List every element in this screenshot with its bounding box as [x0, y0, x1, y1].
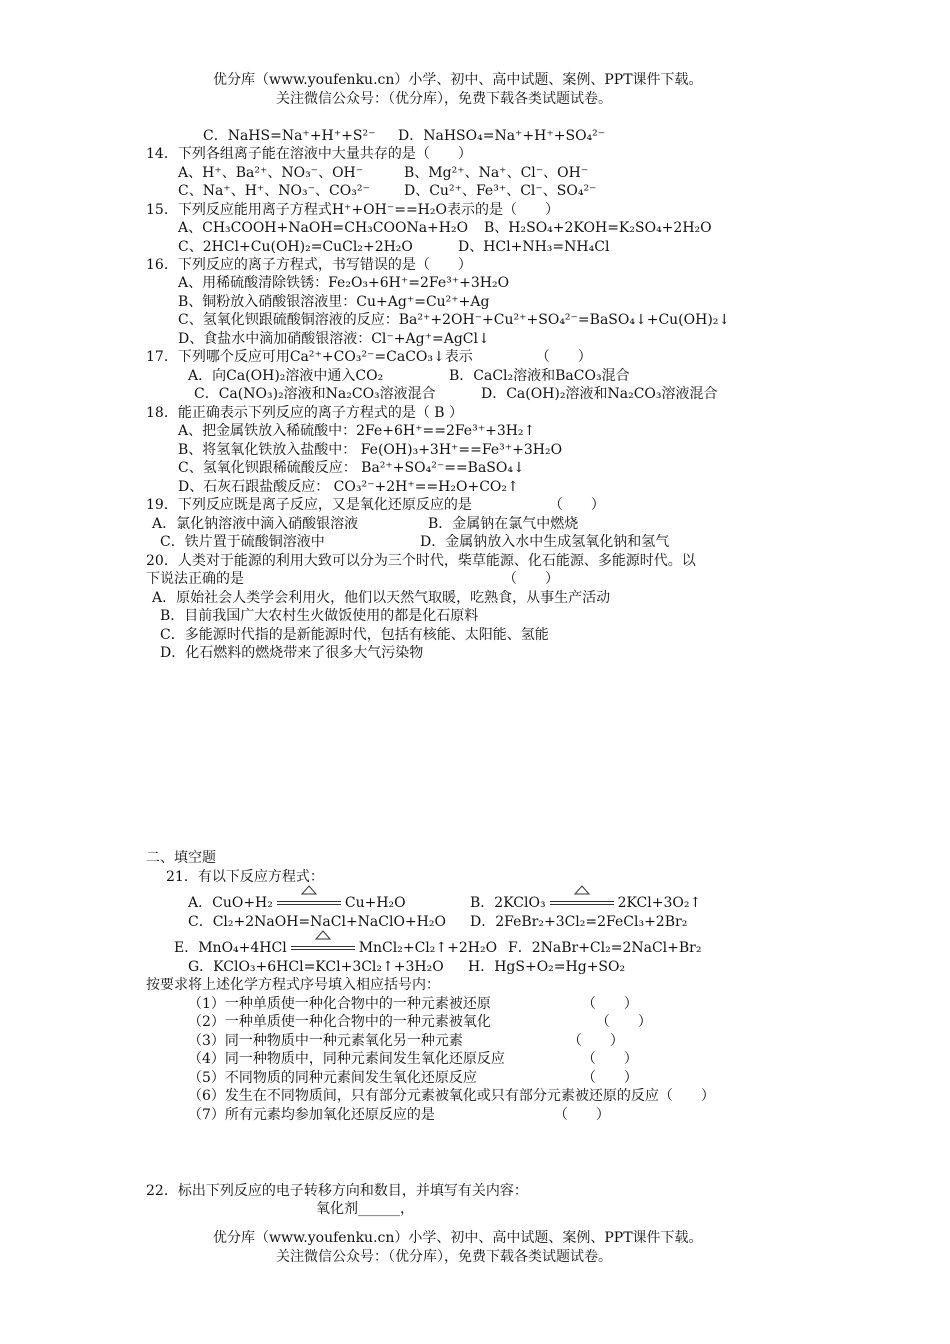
- q21-e-reactants: E．MnO₄+4HCl: [174, 940, 287, 956]
- heating-condition-icon: [277, 895, 341, 907]
- q18-option-a: A、把金属铁放入稀硫酸中：2Fe+6H⁺==2Fe³⁺+3H₂↑: [178, 423, 536, 439]
- heating-condition-icon: [291, 940, 355, 952]
- q20-option-c: C．多能源时代指的是新能源时代，包括有核能、太阳能、氢能: [160, 627, 549, 643]
- q18-stem: 18．能正确表示下列反应的离子方程式的是（ B ）: [146, 405, 464, 421]
- q13-option-d: D．NaHSO₄=Na⁺+H⁺+SO₄²⁻: [398, 128, 606, 144]
- q21-item-2: （2）一种单质使一种化合物中的一种元素被氧化 （ ）: [188, 1014, 652, 1030]
- q13-option-c: C．NaHS=Na⁺+H⁺+S²⁻: [203, 128, 376, 144]
- q21-e-products: MnCl₂+Cl₂↑+2H₂O: [358, 940, 498, 956]
- footer-line-1: 优分库（www.youfenku.cn）小学、初中、高中试题、案例、PPT课件下载。: [213, 1230, 703, 1246]
- q21-item-4: （4）同一种物质中，同种元素间发生氧化还原反应 （ ）: [188, 1051, 638, 1067]
- q21-option-b: [470, 894, 701, 912]
- q21-option-a: [188, 894, 406, 912]
- q21-option-e: [174, 939, 497, 957]
- q17-stem: 17．下列哪个反应可用Ca²⁺+CO₃²⁻=CaCO₃↓表示 （ ）: [146, 349, 592, 365]
- q22-stem: 22．标出下列反应的电子转移方向和数目，并填写有关内容：: [146, 1183, 528, 1199]
- q21-item-6: （6）发生在不同物质间，只有部分元素被氧化或只有部分元素被还原的反应（ ）: [188, 1088, 715, 1104]
- q17-option-c: C．Ca(NO₃)₂溶液和Na₂CO₃溶液混合: [194, 386, 436, 402]
- section-2-title: 二、填空题: [146, 850, 216, 866]
- q14-option-a: A、H⁺、Ba²⁺、NO₃⁻、OH⁻: [178, 165, 364, 181]
- q16-option-a: A、用稀硫酸清除铁锈：Fe₂O₃+6H⁺=2Fe³⁺+3H₂O: [178, 275, 510, 291]
- q21-item-1: （1）一种单质使一种化合物中的一种元素被还原 （ ）: [188, 996, 638, 1012]
- q21-instruction: 按要求将上述化学方程式序号填入相应括号内：: [146, 977, 440, 993]
- q20-stem-line-2: 下说法正确的是 （ ）: [146, 571, 559, 587]
- q21-option-f: F．2NaBr+Cl₂=2NaCl+Br₂: [508, 940, 702, 956]
- q20-option-d: D．化石燃料的燃烧带来了很多大气污染物: [160, 645, 424, 661]
- q15-option-a: A、CH₃COOH+NaOH=CH₃COONa+H₂O: [178, 220, 469, 236]
- q21-option-h: H．HgS+O₂=Hg+SO₂: [468, 959, 626, 975]
- q14-option-d: D、Cu²⁺、Fe³⁺、Cl⁻、SO₄²⁻: [404, 183, 597, 199]
- q18-option-d: D、石灰石跟盐酸反应： CO₃²⁻+2H⁺==H₂O+CO₂↑: [178, 479, 519, 495]
- q21-stem: 21．有以下反应方程式：: [166, 869, 324, 885]
- q21-a-reactants: A．CuO+H₂: [188, 895, 273, 911]
- q21-b-reactants: B．2KClO₃: [470, 895, 546, 911]
- q21-item-7: （7）所有元素均参加氧化还原反应的是 （ ）: [188, 1107, 610, 1123]
- q21-option-d: D．2FeBr₂+3Cl₂=2FeCl₃+2Br₂: [470, 914, 688, 930]
- q19-option-d: D．金属钠放入水中生成氢氧化钠和氢气: [420, 534, 670, 550]
- q22-blank-oxidant: 氧化剂______，: [316, 1201, 414, 1217]
- q15-stem: 15．下列反应能用离子方程式H⁺+OH⁻==H₂O表示的是（ ）: [146, 202, 559, 218]
- q19-option-a: A．氯化钠溶液中滴入硝酸银溶液: [152, 516, 359, 532]
- q21-b-products: 2KCl+3O₂↑: [617, 895, 702, 911]
- q19-option-c: C．铁片置于硫酸铜溶液中: [160, 534, 325, 550]
- q14-option-c: C、Na⁺、H⁺、NO₃⁻、CO₃²⁻: [178, 183, 370, 199]
- q14-option-b: B、Mg²⁺、Na⁺、Cl⁻、OH⁻: [404, 165, 589, 181]
- q17-option-b: B．CaCl₂溶液和BaCO₃混合: [449, 368, 630, 384]
- q16-option-d: D、食盐水中滴加硝酸银溶液：Cl⁻+Ag⁺=AgCl↓: [178, 331, 490, 347]
- q21-option-g: G．KClO₃+6HCl=KCl+3Cl₂↑+3H₂O: [188, 959, 444, 975]
- q21-item-5: （5）不同物质的同种元素间发生氧化还原反应 （ ）: [188, 1070, 638, 1086]
- q15-option-b: B、H₂SO₄+2KOH=K₂SO₄+2H₂O: [484, 220, 712, 236]
- q18-option-c: C、氢氧化钡跟稀硫酸反应： Ba²⁺+SO₄²⁻==BaSO₄↓: [178, 460, 525, 476]
- q21-item-3: （3）同一种物质中一种元素氧化另一种元素 （ ）: [188, 1033, 624, 1049]
- q18-option-b: B、将氢氧化铁放入盐酸中： Fe(OH)₃+3H⁺==Fe³⁺+3H₂O: [178, 442, 563, 458]
- q19-option-b: B．金属钠在氯气中燃烧: [428, 516, 579, 532]
- q20-option-b: B．目前我国广大农村生火做饭使用的都是化石原料: [160, 608, 479, 624]
- q20-stem-line-1: 20．人类对于能源的利用大致可以分为三个时代，柴草能源、化石能源、多能源时代。以: [146, 553, 696, 569]
- q21-option-c: C．Cl₂+2NaOH=NaCl+NaClO+H₂O: [188, 914, 446, 930]
- q20-option-a: A．原始社会人类学会利用火，他们以天然气取暖，吃熟食，从事生产活动: [152, 590, 611, 606]
- header-line-1: 优分库（www.youfenku.cn）小学、初中、高中试题、案例、PPT课件下载。: [213, 72, 703, 88]
- q16-stem: 16．下列反应的离子方程式，书写错误的是（ ）: [146, 257, 472, 273]
- q17-option-d: D．Ca(OH)₂溶液和Na₂CO₃溶液混合: [481, 386, 718, 402]
- q16-option-c: C、氢氧化钡跟硫酸铜溶液的反应：Ba²⁺+2OH⁻+Cu²⁺+SO₄²⁻=BaSO₄↓+Cu(OH)₂↓: [178, 312, 731, 328]
- q15-option-c: C、2HCl+Cu(OH)₂=CuCl₂+2H₂O: [178, 239, 413, 255]
- q15-option-d: D、HCl+NH₃=NH₄Cl: [458, 239, 610, 255]
- q21-a-products: Cu+H₂O: [344, 895, 406, 911]
- q16-option-b: B、铜粉放入硝酸银溶液里：Cu+Ag⁺=Cu²⁺+Ag: [178, 294, 490, 310]
- heating-condition-icon: [550, 895, 614, 907]
- footer-line-2: 关注微信公众号：（优分库），免费下载各类试题试卷。: [276, 1249, 612, 1265]
- q19-stem: 19．下列反应既是离子反应，又是氧化还原反应的是 （ ）: [146, 497, 605, 513]
- q14-stem: 14．下列各组离子能在溶液中大量共存的是（ ）: [146, 146, 472, 162]
- header-line-2: 关注微信公众号：（优分库），免费下载各类试题试卷。: [276, 91, 612, 107]
- q17-option-a: A．向Ca(OH)₂溶液中通入CO₂: [188, 368, 384, 384]
